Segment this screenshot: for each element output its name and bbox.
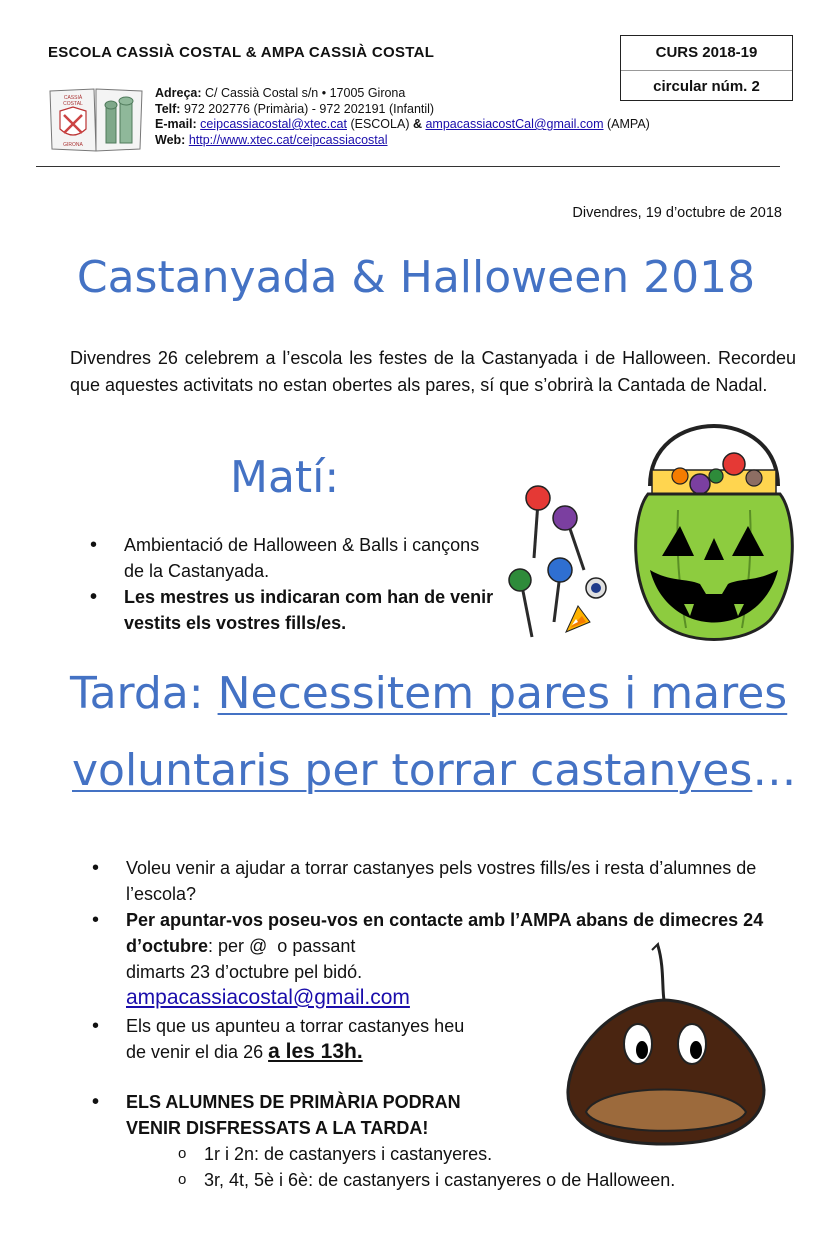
morning-list [90,532,500,636]
web-link[interactable]: http://www.xtec.cat/ceipcassiacostal [188,132,388,147]
school-email-link[interactable]: ceipcassiacostal@xtec.cat [200,117,347,131]
costume-item-1: o 1r i 2n: de castanyers i castanyeres. [178,1141,792,1167]
morning-item-1: • Ambientació de Halloween & Balls i cançons de la Castanyada. [90,532,500,584]
intro-paragraph: Divendres 26 celebrem a l’escola les festes de la Castanyada i de Halloween. Recordeu que aquestes activitats no estan obertes als pares, sí que s’obrirà la Cantada de Nadal. [70,348,796,395]
chestnut-illustration [560,940,772,1150]
logo-text-2: COSTAL [63,101,83,107]
address-line: Adreça: C/ Cassià Costal s/n • 17005 Girona [155,86,406,100]
logo-text-1: CASSIÀ [63,95,83,101]
ampa-email-link[interactable]: ampacassiacostCal@gmail.com [425,117,604,131]
afternoon-heading-line-2: voluntaris per torrar castanyes… [72,745,797,796]
circular-number: circular núm. 2 [653,78,760,95]
phone-line: Telf: 972 202776 (Primària) - 972 202191 (Infantil) [155,101,435,116]
web-line: Web: http://www.xtec.cat/ceipcassiacostal [155,132,388,147]
costume-item-2: o 3r, 4t, 5è i 6è: de castanyers i castanyeres o de Halloween. [178,1167,792,1193]
contact-block [155,86,650,148]
afternoon-item-4: • ELS ALUMNES DE PRIMÀRIA PODRAN VENIR DISFRESSATS A LA TARDA! o 1r i 2n: de castanyers i castanyeres. o 3r, 4t, 5è i 6è: de castanyers i castanyeres o de Halloween. [92,1089,792,1193]
ampa-email-link-big[interactable]: ampacassiacostal@gmail.com [126,986,410,1009]
pumpkin-bucket-illustration [628,414,800,652]
morning-heading: Matí: [230,452,340,503]
header-divider [36,166,780,167]
page-title: Castanyada & Halloween 2018 [76,252,756,303]
afternoon-item-1: • Voleu venir a ajudar a torrar castanyes pels vostres fills/es i resta d’alumnes de l’escola? [92,855,792,907]
lollipops-illustration [500,482,615,642]
letter-date: Divendres, 19 d’octubre de 2018 [572,205,782,221]
afternoon-item-2: • Per apuntar-vos poseu-vos en contacte amb l’AMPA abans de dimecres 24 d’octubre: per @ o passant dimarts 23 d’octubre pel bidó. ampacassiacostal@gmail.com [92,907,792,1011]
course-year: CURS 2018-19 [655,44,758,61]
afternoon-heading-line-1: Tarda: Necessitem pares i mares [70,668,788,719]
email-line: E-mail: ceipcassiacostal@xtec.cat (ESCOLA) & ampacassiacostCal@gmail.com (AMPA) [155,117,650,131]
school-logo [48,85,144,153]
logo-text-3: GIRONA [63,142,83,148]
morning-item-2: • Les mestres us indicaran com han de venir vestits els vostres fills/es. [90,584,500,636]
afternoon-item-3: • Els que us apunteu a torrar castanyes heu de venir el dia 26 a les 13h. [92,1013,792,1065]
course-box-divider [621,70,792,71]
school-name: ESCOLA CASSIÀ COSTAL & AMPA CASSIÀ COSTAL [48,44,435,61]
